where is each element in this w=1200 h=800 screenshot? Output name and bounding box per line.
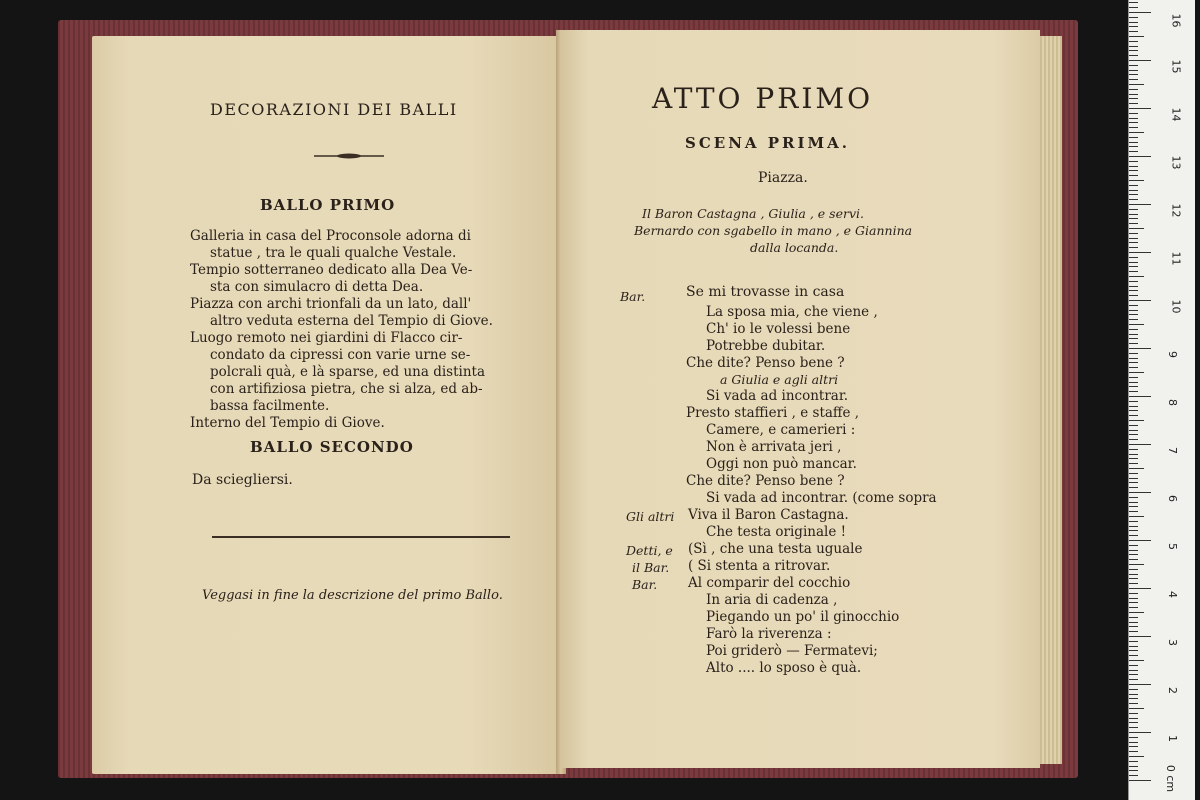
- ruler-tick: [1129, 487, 1138, 488]
- ruler-tick: [1129, 631, 1138, 632]
- ruler-tick: [1129, 94, 1138, 95]
- ruler-tick: [1129, 406, 1138, 407]
- ruler-tick: [1129, 262, 1138, 263]
- ruler-tick: [1129, 295, 1138, 296]
- speaker-label: Gli altri: [626, 509, 675, 524]
- verse-line: Al comparir del cocchio: [688, 575, 851, 591]
- ruler-tick: [1129, 751, 1138, 752]
- ruler-label: 1: [1166, 735, 1179, 742]
- ruler-tick: [1129, 190, 1138, 191]
- ruler-label: 16: [1169, 13, 1183, 28]
- ruler-tick: [1129, 84, 1144, 85]
- ruler-tick: [1129, 641, 1138, 642]
- ballo-line: Galleria in casa del Proconsole adorna di: [190, 228, 471, 244]
- left-page: [92, 36, 562, 774]
- act-title: ATTO PRIMO: [652, 82, 874, 115]
- ruler-tick: [1129, 564, 1144, 565]
- ruler-tick: [1129, 463, 1138, 464]
- ruler-tick: [1129, 194, 1138, 195]
- ruler-tick: [1129, 228, 1144, 229]
- verse-line: Alto .... lo sposo è quà.: [706, 660, 862, 676]
- stage-direction: dalla locanda.: [750, 240, 839, 255]
- ruler-tick: [1129, 26, 1138, 27]
- place-label: Piazza.: [758, 170, 808, 186]
- verse-line: Poi griderò — Fermatevi;: [706, 643, 878, 659]
- ruler-label: 4: [1166, 591, 1179, 598]
- speaker-label: il Bar.: [632, 560, 670, 575]
- ruler-tick: [1129, 732, 1151, 733]
- page-title: DECORAZIONI DEI BALLI: [210, 100, 458, 119]
- ruler-tick: [1129, 502, 1138, 503]
- ruler-tick: [1129, 343, 1138, 344]
- ruler-tick: [1129, 209, 1138, 210]
- ballo-line: con artifiziosa pietra, che si alza, ed ab-: [210, 381, 483, 397]
- ruler-tick: [1129, 698, 1138, 699]
- ruler-tick: [1129, 454, 1138, 455]
- verse-aside: a Giulia e agli altri: [720, 372, 839, 387]
- ruler-tick: [1129, 7, 1138, 8]
- ballo-primo-heading: BALLO PRIMO: [260, 196, 396, 214]
- ruler-tick: [1129, 314, 1138, 315]
- ruler-tick: [1129, 348, 1151, 349]
- ruler-tick: [1129, 415, 1138, 416]
- ruler-tick: [1129, 382, 1138, 383]
- ruler-label: 12: [1169, 203, 1183, 218]
- footnote: Veggasi in fine la descrizione del primo Ballo.: [202, 588, 503, 603]
- ruler-tick: [1129, 766, 1138, 767]
- ballo-line: Piazza con archi trionfali da un lato, dall': [190, 296, 472, 312]
- ruler-tick: [1129, 540, 1151, 541]
- ruler-tick: [1129, 266, 1138, 267]
- ruler-tick: [1129, 650, 1138, 651]
- ruler-tick: [1129, 22, 1138, 23]
- ruler-tick: [1129, 492, 1151, 493]
- ruler-tick: [1129, 305, 1138, 306]
- ruler-tick: [1129, 425, 1138, 426]
- ballo-line: Luogo remoto nei giardini di Flacco cir-: [190, 330, 463, 346]
- verse-line: Si vada ad incontrar.: [706, 388, 849, 404]
- right-page: [560, 30, 1040, 768]
- ruler-tick: [1129, 526, 1138, 527]
- ruler-tick: [1129, 2, 1138, 3]
- stage-direction: Il Baron Castagna , Giulia , e servi.: [642, 206, 864, 221]
- ruler-tick: [1129, 170, 1138, 171]
- ruler-tick: [1129, 468, 1144, 469]
- ruler-label: 0 cm: [1164, 764, 1178, 793]
- ruler-tick: [1129, 353, 1138, 354]
- ruler-tick: [1129, 175, 1138, 176]
- ruler-tick: [1129, 708, 1144, 709]
- ruler-tick: [1129, 290, 1138, 291]
- ruler-tick: [1129, 689, 1138, 690]
- ruler-tick: [1129, 598, 1138, 599]
- ruler-tick: [1129, 286, 1138, 287]
- ruler-tick: [1129, 742, 1138, 743]
- ruler-label: 13: [1169, 155, 1183, 170]
- ruler-tick: [1129, 694, 1138, 695]
- ruler-tick: [1129, 70, 1138, 71]
- ruler-tick: [1129, 396, 1151, 397]
- ruler-tick: [1129, 300, 1151, 301]
- ruler-tick: [1129, 655, 1138, 656]
- ballo-secondo-text: Da sciegliersi.: [192, 472, 293, 488]
- ballo-secondo-heading: BALLO SECONDO: [250, 438, 414, 456]
- ruler-tick: [1129, 780, 1151, 781]
- ruler-tick: [1129, 684, 1151, 685]
- ruler-tick: [1129, 612, 1144, 613]
- ruler-tick: [1129, 127, 1138, 128]
- verse-line: Potrebbe dubitar.: [706, 338, 826, 354]
- ruler-label: 5: [1166, 543, 1179, 550]
- ruler-tick: [1129, 578, 1138, 579]
- ruler-tick: [1129, 401, 1138, 402]
- ruler-tick: [1129, 223, 1138, 224]
- verse-line: ( Si stenta a ritrovar.: [688, 558, 831, 574]
- ruler-tick: [1129, 242, 1138, 243]
- ruler-tick: [1129, 358, 1138, 359]
- ruler-tick: [1129, 214, 1138, 215]
- ruler-tick: [1129, 17, 1138, 18]
- ruler-tick: [1129, 530, 1138, 531]
- ruler-tick: [1129, 185, 1138, 186]
- ruler-tick: [1129, 41, 1138, 42]
- ruler-label: 11: [1169, 251, 1183, 266]
- verse-line: La sposa mia, che viene ,: [706, 304, 878, 320]
- ruler-tick: [1129, 233, 1138, 234]
- ruler-tick: [1129, 166, 1138, 167]
- ballo-line: sta con simulacro di detta Dea.: [210, 279, 424, 295]
- ruler-tick: [1129, 377, 1138, 378]
- ruler-tick: [1129, 180, 1144, 181]
- ruler-tick: [1129, 670, 1138, 671]
- ruler-tick: [1129, 46, 1138, 47]
- ruler-label: 8: [1166, 399, 1179, 406]
- verse-line: Viva il Baron Castagna.: [688, 507, 849, 523]
- ruler-tick: [1129, 204, 1151, 205]
- ruler-tick: [1129, 626, 1138, 627]
- ballo-line: bassa facilmente.: [210, 398, 330, 414]
- verse-line: Presto staffieri , e staffe ,: [686, 405, 860, 421]
- verse-line: Che dite? Penso bene ?: [686, 473, 845, 489]
- verse-line: Piegando un po' il ginocchio: [706, 609, 900, 625]
- speaker-label: Bar.: [620, 289, 646, 304]
- ruler-label: 14: [1169, 107, 1183, 122]
- ruler-tick: [1129, 103, 1138, 104]
- ruler-tick: [1129, 646, 1138, 647]
- ballo-line: Tempio sotterraneo dedicato alla Dea Ve-: [190, 262, 473, 278]
- ballo-line: Interno del Tempio di Giove.: [190, 415, 385, 431]
- verse-line: Non è arrivata jeri ,: [706, 439, 842, 455]
- ruler-tick: [1129, 329, 1138, 330]
- ballo-line: statue , tra le quali qualche Vestale.: [210, 245, 457, 261]
- ruler-tick: [1129, 257, 1138, 258]
- ruler-tick: [1129, 156, 1151, 157]
- ruler-tick: [1129, 122, 1138, 123]
- ruler-tick: [1129, 516, 1144, 517]
- ruler-tick: [1129, 569, 1138, 570]
- ruler-tick: [1129, 434, 1138, 435]
- ruler-tick: [1129, 761, 1138, 762]
- ruler-tick: [1129, 372, 1144, 373]
- ballo-line: condato da cipressi con varie urne se-: [210, 347, 471, 363]
- ruler-tick: [1129, 161, 1138, 162]
- ruler-tick: [1129, 55, 1138, 56]
- ruler-tick: [1129, 324, 1144, 325]
- ornament-divider: [314, 153, 384, 159]
- ruler-tick: [1129, 199, 1138, 200]
- ruler-tick: [1129, 449, 1138, 450]
- ruler-tick: [1129, 338, 1138, 339]
- verse-line: (Sì , che una testa uguale: [688, 541, 863, 557]
- ruler-tick: [1129, 271, 1138, 272]
- ruler-tick: [1129, 583, 1138, 584]
- ruler-tick: [1129, 98, 1138, 99]
- scene-title: SCENA PRIMA.: [685, 134, 851, 152]
- ruler-label: 9: [1166, 351, 1179, 358]
- ruler-tick: [1129, 238, 1138, 239]
- ruler-tick: [1129, 31, 1138, 32]
- ruler-tick: [1129, 660, 1144, 661]
- ruler-tick: [1129, 713, 1138, 714]
- ruler-tick: [1129, 506, 1138, 507]
- speaker-label: Detti, e: [626, 543, 673, 558]
- ruler-label: 15: [1169, 59, 1183, 74]
- verse-line: In aria di cadenza ,: [706, 592, 838, 608]
- ruler-tick: [1129, 593, 1138, 594]
- stage-direction: Bernardo con sgabello in mano , e Giannina: [634, 223, 913, 238]
- ruler-tick: [1129, 535, 1138, 536]
- ruler-label: 2: [1166, 687, 1179, 694]
- ruler-tick: [1129, 718, 1138, 719]
- ruler-tick: [1129, 775, 1138, 776]
- measurement-ruler: [1128, 0, 1195, 800]
- ruler-tick: [1129, 574, 1138, 575]
- verse-line: Ch' io le volessi bene: [706, 321, 851, 337]
- ruler-tick: [1129, 674, 1138, 675]
- ruler-tick: [1129, 559, 1138, 560]
- ruler-tick: [1129, 118, 1138, 119]
- ruler-tick: [1129, 367, 1138, 368]
- verse-line: Che dite? Penso bene ?: [686, 355, 845, 371]
- verse-line: Oggi non può mancar.: [706, 456, 857, 472]
- ruler-tick: [1129, 310, 1138, 311]
- ruler-tick: [1129, 622, 1138, 623]
- ruler-tick: [1129, 319, 1138, 320]
- ruler-tick: [1129, 410, 1138, 411]
- ruler-tick: [1129, 79, 1138, 80]
- ruler-tick: [1129, 113, 1138, 114]
- ruler-tick: [1129, 430, 1138, 431]
- ruler-tick: [1129, 727, 1138, 728]
- ruler-tick: [1129, 607, 1138, 608]
- ruler-tick: [1129, 386, 1138, 387]
- verse-line: Camere, e camerieri :: [706, 422, 856, 438]
- ruler-tick: [1129, 36, 1144, 37]
- ruler-tick: [1129, 703, 1138, 704]
- ruler-tick: [1129, 746, 1138, 747]
- ruler-tick: [1129, 545, 1138, 546]
- ruler-tick: [1129, 247, 1138, 248]
- ruler-tick: [1129, 444, 1151, 445]
- ruler-tick: [1129, 146, 1138, 147]
- ruler-tick: [1129, 252, 1151, 253]
- ruler-tick: [1129, 50, 1138, 51]
- ruler-tick: [1129, 554, 1138, 555]
- ruler-tick: [1129, 511, 1138, 512]
- ruler-tick: [1129, 420, 1144, 421]
- ruler-tick: [1129, 679, 1138, 680]
- ruler-label: 7: [1166, 447, 1179, 454]
- verse-line: Farò la riverenza :: [706, 626, 832, 642]
- ruler-tick: [1129, 65, 1138, 66]
- ruler-tick: [1129, 737, 1138, 738]
- ruler-label: 3: [1166, 639, 1179, 646]
- ruler-tick: [1129, 521, 1138, 522]
- ruler-tick: [1129, 636, 1151, 637]
- horizontal-rule: [212, 536, 510, 538]
- ruler-tick: [1129, 550, 1138, 551]
- ruler-tick: [1129, 218, 1138, 219]
- ruler-tick: [1129, 281, 1138, 282]
- ruler-tick: [1129, 602, 1138, 603]
- ruler-tick: [1129, 756, 1144, 757]
- ruler-tick: [1129, 12, 1151, 13]
- ruler-tick: [1129, 362, 1138, 363]
- ruler-tick: [1129, 108, 1151, 109]
- verse-line: Si vada ad incontrar. (come sopra: [706, 490, 937, 506]
- ruler-tick: [1129, 60, 1151, 61]
- ruler-tick: [1129, 588, 1151, 589]
- ruler-tick: [1129, 458, 1138, 459]
- verse-line: Se mi trovasse in casa: [686, 284, 845, 300]
- ruler-tick: [1129, 74, 1138, 75]
- speaker-label: Bar.: [632, 577, 658, 592]
- ruler-tick: [1129, 497, 1138, 498]
- ruler-tick: [1129, 439, 1138, 440]
- ruler-tick: [1129, 89, 1138, 90]
- ruler-tick: [1129, 473, 1138, 474]
- ruler-tick: [1129, 276, 1144, 277]
- ruler-label: 10: [1169, 299, 1183, 314]
- ruler-tick: [1129, 665, 1138, 666]
- ruler-tick: [1129, 482, 1138, 483]
- ruler-tick: [1129, 722, 1138, 723]
- ruler-tick: [1129, 617, 1138, 618]
- ruler-tick: [1129, 137, 1138, 138]
- ruler-tick: [1129, 151, 1138, 152]
- ballo-line: polcrali quà, e là sparse, ed una distinta: [210, 364, 486, 380]
- ruler-tick: [1129, 132, 1144, 133]
- page-edges: [1040, 36, 1062, 764]
- verse-line: Che testa originale !: [706, 524, 847, 540]
- ruler-tick: [1129, 391, 1138, 392]
- ruler-tick: [1129, 478, 1138, 479]
- ruler-label: 6: [1166, 495, 1179, 502]
- ruler-tick: [1129, 142, 1138, 143]
- ballo-line: altro veduta esterna del Tempio di Giove.: [210, 313, 493, 329]
- ruler-tick: [1129, 770, 1138, 771]
- ruler-tick: [1129, 334, 1138, 335]
